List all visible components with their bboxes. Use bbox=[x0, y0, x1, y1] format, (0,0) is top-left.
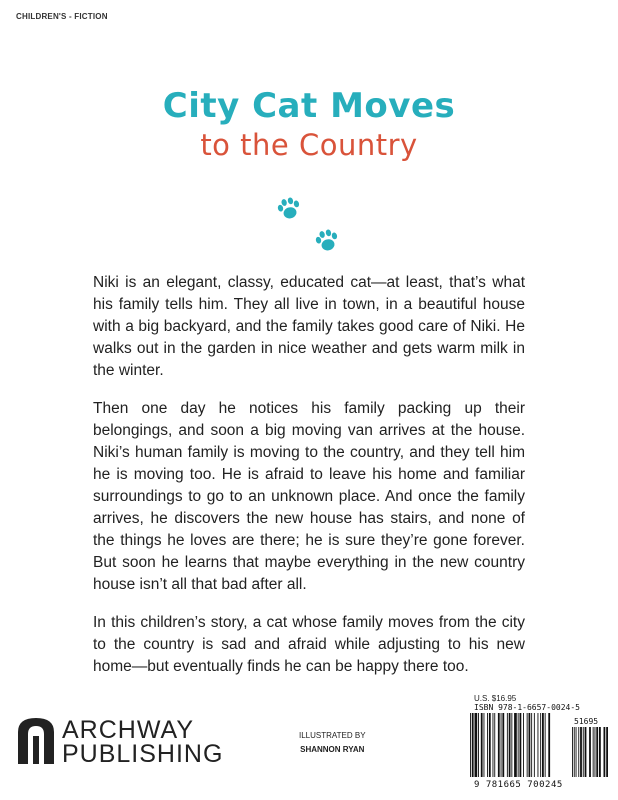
addon-barcode-bar bbox=[578, 727, 579, 777]
addon-barcode-bar bbox=[572, 727, 573, 777]
title-line-2: to the Country bbox=[200, 128, 418, 162]
barcode-bar bbox=[542, 713, 544, 777]
barcode-bar bbox=[538, 713, 539, 777]
barcode-bar bbox=[548, 713, 550, 777]
blurb-paragraph: In this children’s story, a cat whose family moves from the city to the country is sad and afraid while adjusting to his new home—but eventually finds he can be happy there too. bbox=[93, 614, 525, 675]
barcode-bar bbox=[472, 713, 474, 777]
publisher-name-line-1: ARCHWAY bbox=[62, 716, 194, 744]
archway-icon bbox=[18, 718, 54, 764]
barcode-bar bbox=[481, 713, 483, 777]
paw-print-icon bbox=[276, 196, 302, 222]
paw-print-icon bbox=[314, 228, 340, 254]
barcode-bar bbox=[507, 713, 508, 777]
barcode-icon bbox=[470, 713, 610, 779]
publisher-logo bbox=[18, 716, 224, 768]
price-label: U.S. $16.95 bbox=[474, 694, 517, 703]
addon-barcode-bar bbox=[599, 727, 601, 777]
addon-barcode-bar bbox=[580, 727, 582, 777]
publisher-name-line-2: PUBLISHING bbox=[62, 740, 224, 768]
addon-barcode-bar bbox=[585, 727, 587, 777]
addon-barcode-bar bbox=[589, 727, 591, 777]
back-cover-blurb bbox=[93, 272, 525, 694]
blurb-paragraph: Niki is an elegant, classy, educated cat—at least, that’s what his family tells him. They all live in town, in a beautiful house with a big backyard, and the family takes good care of Niki. He walks out in the garden in nice weather and gets warm milk in the winter. bbox=[93, 274, 525, 379]
price-code: 51695 bbox=[574, 717, 599, 726]
addon-barcode-bar bbox=[606, 727, 608, 777]
barcode-bar bbox=[520, 713, 522, 777]
barcode-bar bbox=[511, 713, 512, 777]
book-title bbox=[0, 86, 618, 162]
addon-barcode-bar bbox=[583, 727, 584, 777]
barcode-bar bbox=[489, 713, 491, 777]
addon-barcode-bar bbox=[604, 727, 606, 777]
title-line-1: City Cat Moves bbox=[162, 86, 456, 126]
illustrator-label: ILLUSTRATED BY bbox=[299, 731, 366, 740]
barcode-bar bbox=[540, 713, 541, 777]
barcode-bar bbox=[502, 713, 504, 777]
barcode-bar bbox=[531, 713, 532, 777]
category-label: CHILDREN'S - FICTION bbox=[16, 12, 108, 21]
barcode-bar bbox=[527, 713, 528, 777]
illustrator-name: SHANNON RYAN bbox=[300, 745, 365, 754]
barcode-bar bbox=[529, 713, 531, 777]
blurb-paragraph: Then one day he notices his family packing up their belongings, and soon a big moving van arrives at the house. Niki’s human family is moving to the country, and they tell him he is moving too. He is afraid to leave his home and familiar surroundings to go to an unknown place. And once the family arrives, he discovers the new house has stairs, and none of the things he loves are there; he is sure they’re gone forever. But soon he learns that maybe everything in the new country house isn’t all that bad after all. bbox=[93, 400, 525, 593]
barcode-bar bbox=[518, 713, 519, 777]
barcode-bar bbox=[494, 713, 495, 777]
addon-barcode-bar bbox=[596, 727, 598, 777]
barcode-bar bbox=[484, 713, 485, 777]
barcode-bar bbox=[498, 713, 500, 777]
barcode-bar bbox=[493, 713, 494, 777]
barcode-bar bbox=[501, 713, 502, 777]
barcode-bar bbox=[534, 713, 535, 777]
barcode-bar bbox=[514, 713, 517, 777]
barcode-digits: 9 781665 700245 bbox=[474, 780, 563, 790]
barcode-bar bbox=[475, 713, 478, 777]
barcode-bar bbox=[509, 713, 511, 777]
addon-barcode-bar bbox=[593, 727, 594, 777]
addon-barcode-bar bbox=[574, 727, 575, 777]
barcode-bar bbox=[523, 713, 524, 777]
barcode-bar bbox=[470, 713, 471, 777]
addon-barcode-bar bbox=[595, 727, 596, 777]
isbn-text: ISBN 978-1-6657-0024-5 bbox=[474, 703, 580, 712]
addon-barcode-bar bbox=[576, 727, 577, 777]
illustrator-credit bbox=[299, 731, 366, 754]
barcode-bar bbox=[545, 713, 546, 777]
barcode-bar bbox=[487, 713, 488, 777]
barcode-bar bbox=[478, 713, 479, 777]
